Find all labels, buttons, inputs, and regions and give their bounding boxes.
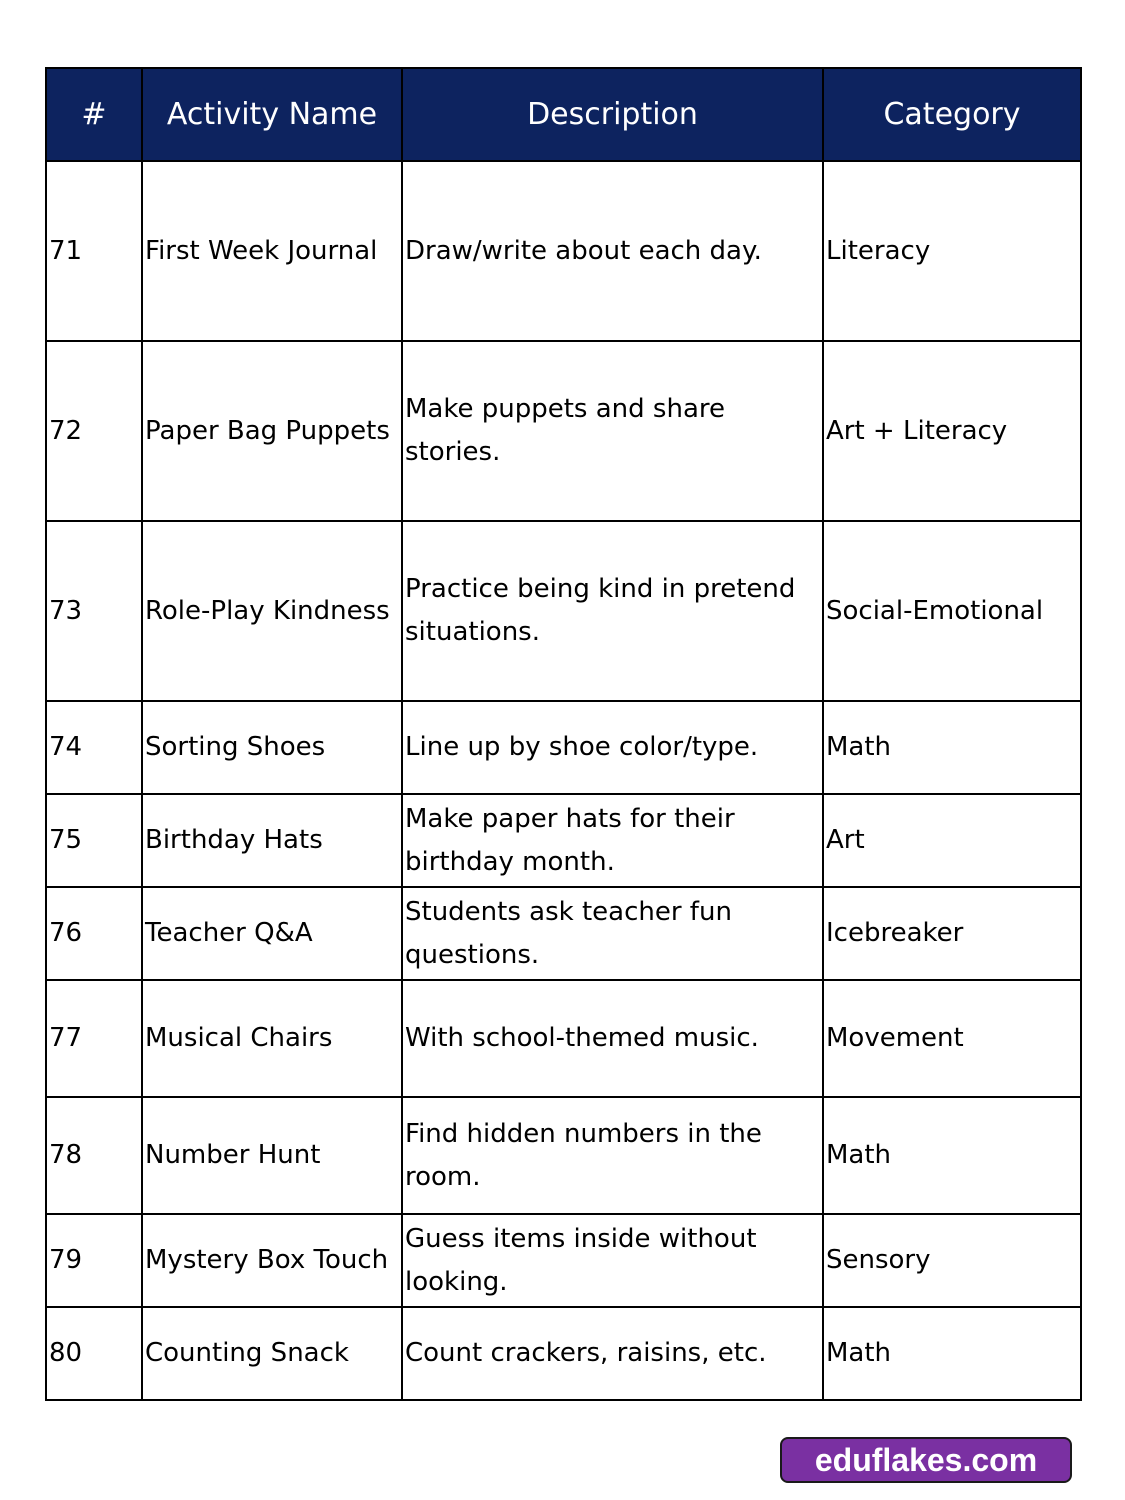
row-description: Line up by shoe color/type. [402,701,823,794]
row-category: Icebreaker [823,887,1081,980]
table-row [46,794,1081,887]
row-number: 76 [46,887,142,980]
row-category: Art [823,794,1081,887]
row-description: Make puppets and share stories. [402,341,823,521]
header-number: # [46,68,142,161]
header-row [46,68,1081,161]
row-activity-name: Birthday Hats [142,794,402,887]
row-description: Find hidden numbers in the room. [402,1097,823,1214]
table-row [46,1214,1081,1307]
row-category: Movement [823,980,1081,1097]
table-row [46,1097,1081,1214]
table-row [46,161,1081,341]
row-activity-name: Number Hunt [142,1097,402,1214]
row-activity-name: First Week Journal [142,161,402,341]
row-description: Draw/write about each day. [402,161,823,341]
row-activity-name: Counting Snack [142,1307,402,1400]
table-row [46,521,1081,701]
table-row [46,980,1081,1097]
row-category: Math [823,701,1081,794]
row-category: Social-Emotional [823,521,1081,701]
row-category: Art + Literacy [823,341,1081,521]
brand-badge: eduflakes.com [780,1437,1072,1483]
header-category: Category [823,68,1081,161]
row-category: Sensory [823,1214,1081,1307]
row-number: 78 [46,1097,142,1214]
row-number: 72 [46,341,142,521]
row-description: With school-themed music. [402,980,823,1097]
row-description: Students ask teacher fun questions. [402,887,823,980]
row-description: Practice being kind in pretend situations. [402,521,823,701]
row-number: 75 [46,794,142,887]
row-activity-name: Teacher Q&A [142,887,402,980]
row-number: 74 [46,701,142,794]
row-number: 79 [46,1214,142,1307]
row-activity-name: Mystery Box Touch [142,1214,402,1307]
table-row [46,1307,1081,1400]
row-description: Count crackers, raisins, etc. [402,1307,823,1400]
row-category: Literacy [823,161,1081,341]
activities-table [45,67,1082,1401]
row-description: Make paper hats for their birthday month. [402,794,823,887]
row-number: 80 [46,1307,142,1400]
header-activity-name: Activity Name [142,68,402,161]
row-activity-name: Paper Bag Puppets [142,341,402,521]
row-activity-name: Sorting Shoes [142,701,402,794]
row-category: Math [823,1097,1081,1214]
table-row [46,887,1081,980]
row-description: Guess items inside without looking. [402,1214,823,1307]
row-number: 71 [46,161,142,341]
row-category: Math [823,1307,1081,1400]
table-row [46,341,1081,521]
row-activity-name: Musical Chairs [142,980,402,1097]
row-activity-name: Role-Play Kindness [142,521,402,701]
header-description: Description [402,68,823,161]
row-number: 73 [46,521,142,701]
table-row [46,701,1081,794]
row-number: 77 [46,980,142,1097]
